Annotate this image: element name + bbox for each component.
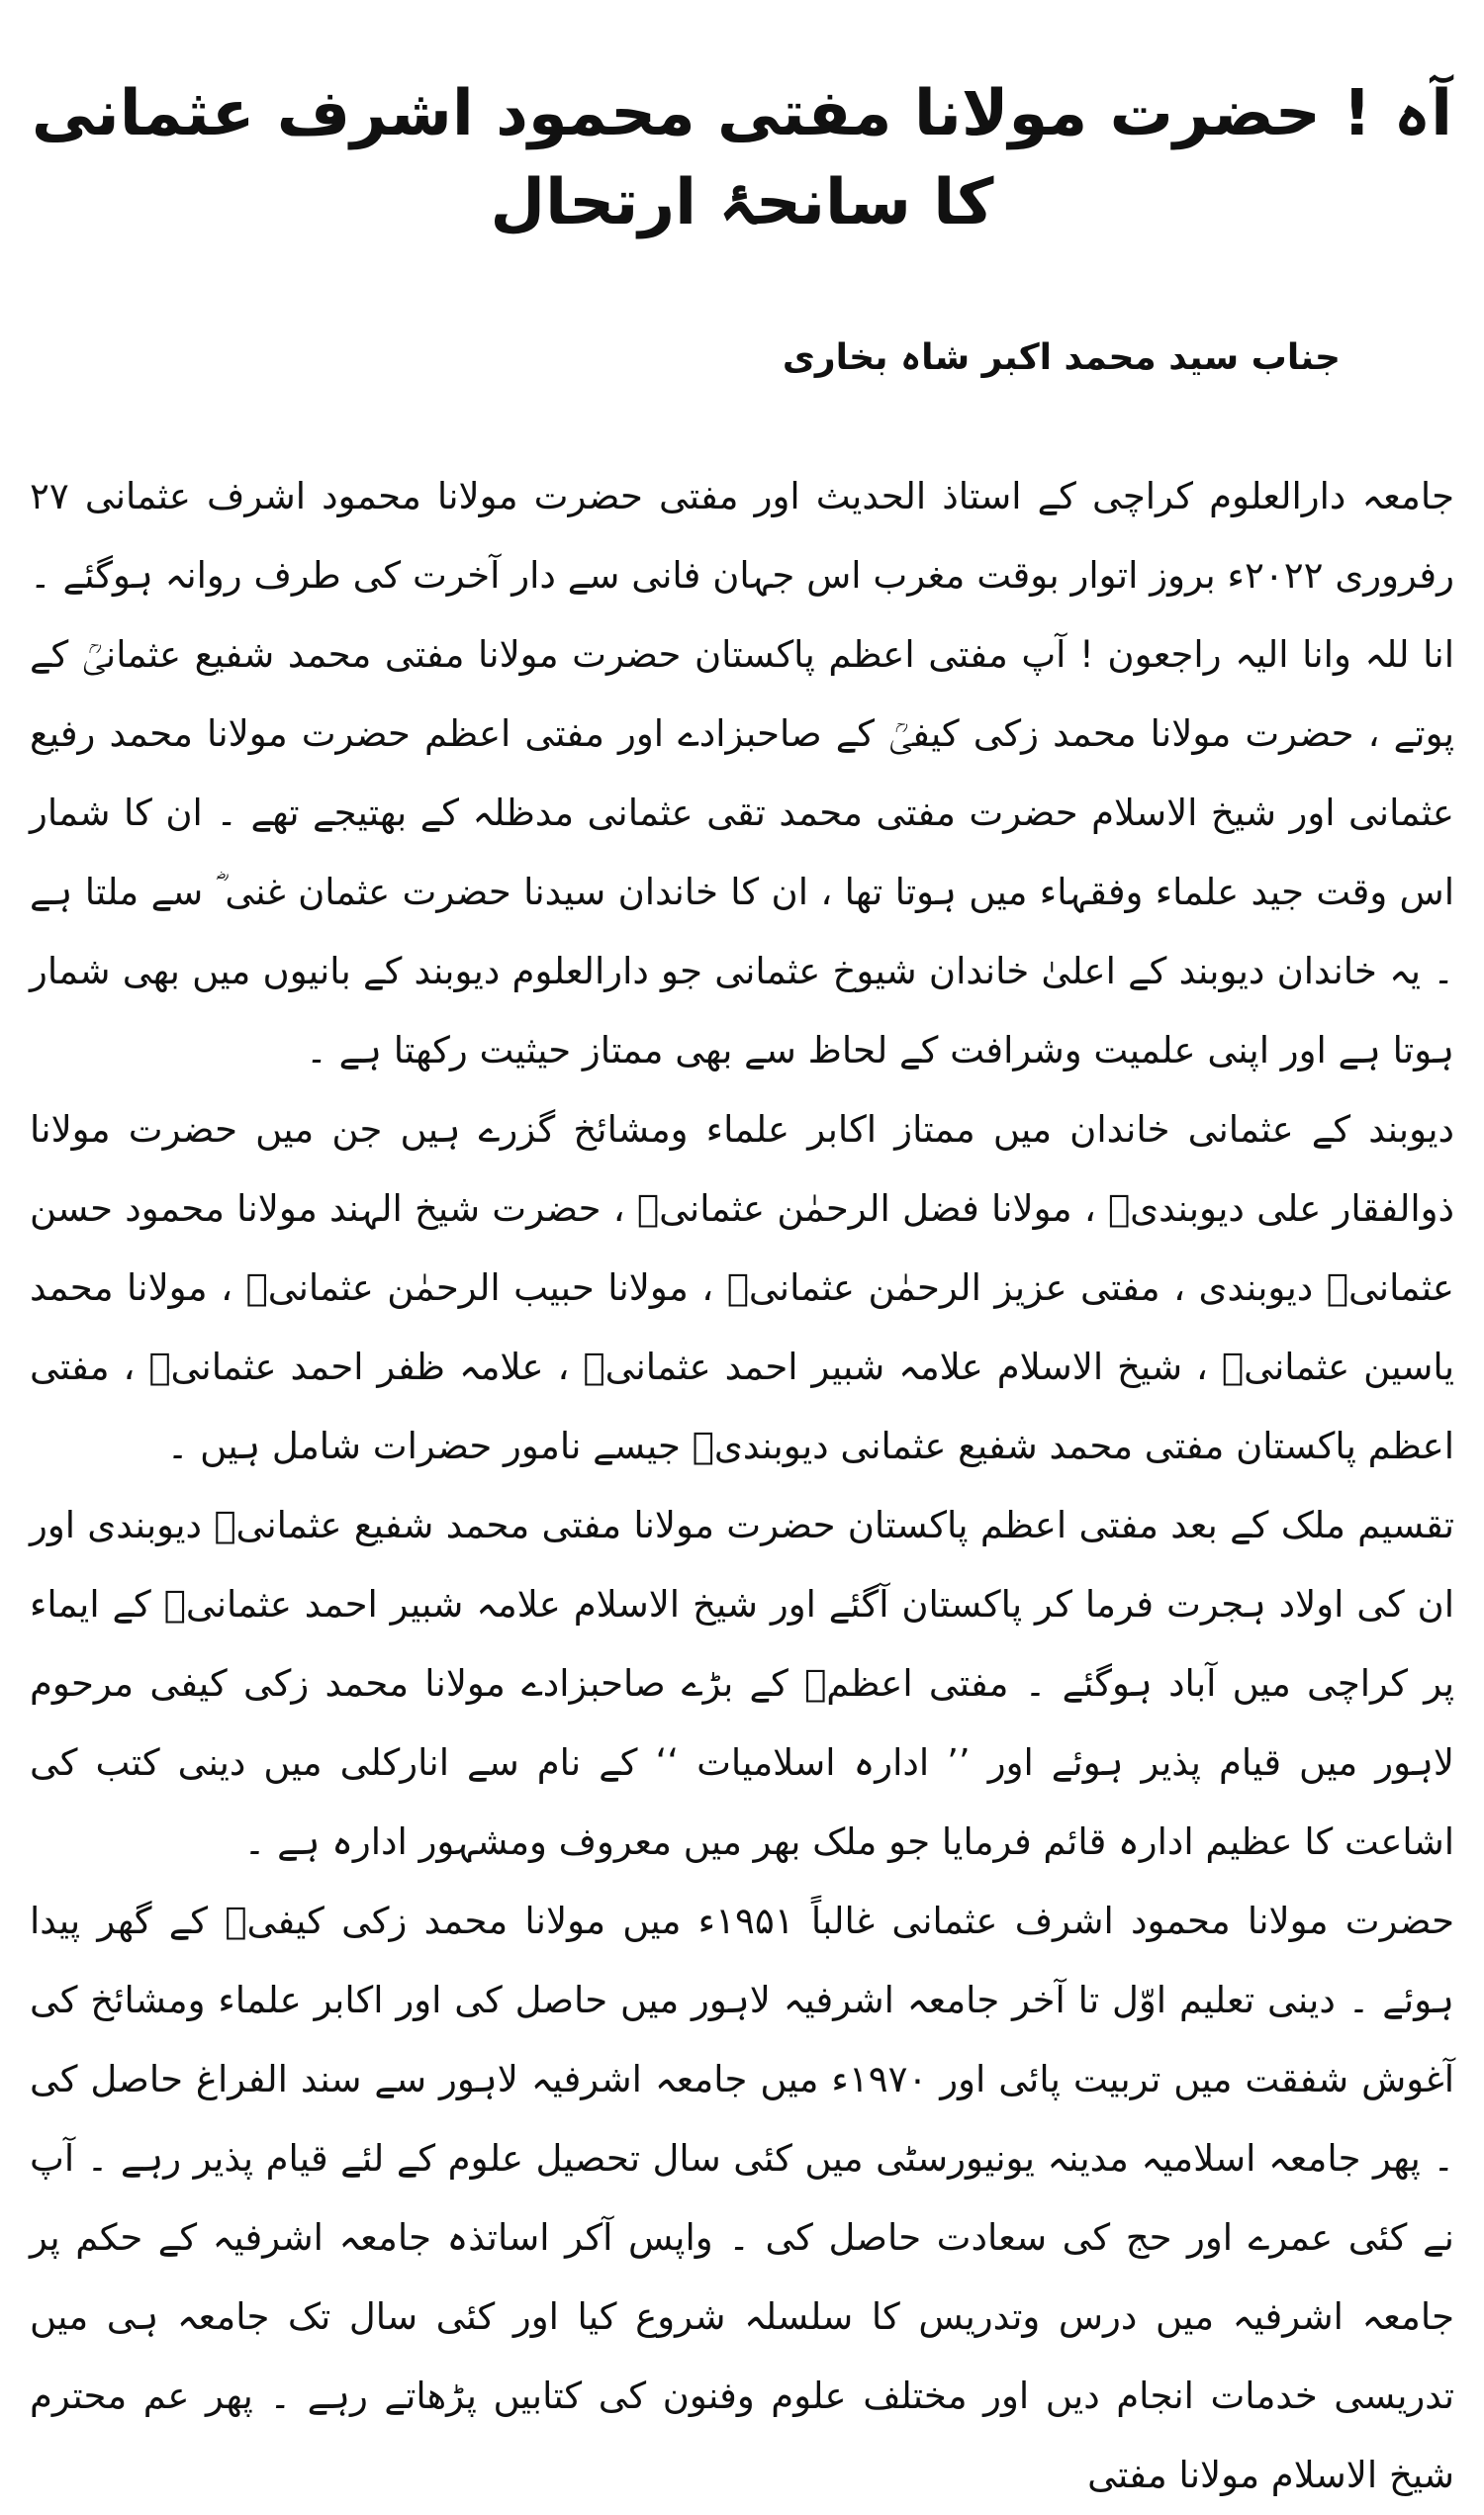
article-title: آہ ! حضرت مولانا مفتی محمود اشرف عثمانی کا سانحۂ ارتحال: [31, 77, 1453, 239]
paragraph-2: دیوبند کے عثمانی خاندان میں ممتاز اکابر علماء ومشائخ گزرے ہیں جن میں حضرت مولانا ذوالفقار علی دیوبندیؒ ، مولانا فضل الرحمٰن عثمانیؒ ، حضرت شیخ الہند مولانا محمود حسن عثمانیؒ دیوبندی ، مفتی عزیز الرحمٰن عثمانیؒ ، مولانا حبیب الرحمٰن عثمانیؒ ، مولانا محمد یاسین عثمانیؒ ، شیخ الاسلام علامہ شبیر احمد عثمانیؒ ، علامہ ظفر احمد عثمانیؒ ، مفتی اعظم پاکستان مفتی محمد شفیع عثمانی دیوبندیؒ جیسے نامور حضرات شامل ہیں ۔: [30, 1108, 1454, 1467]
paragraph-4: حضرت مولانا محمود اشرف عثمانی غالباً ۱۹۵۱ء میں مولانا محمد زکی کیفیؒ کے گھر پیدا ہوئے ۔ دینی تعلیم اوّل تا آخر جامعہ اشرفیہ لاہور میں حاصل کی اور اکابر علماء ومشائخ کی آغوش شفقت میں تربیت پائی اور ۱۹۷۰ء میں جامعہ اشرفیہ لاہور سے سند الفراغ حاصل کی ۔ پھر جامعہ اسلامیہ مدینہ یونیورسٹی میں کئی سال تحصیل علوم کے لئے قیام پذیر رہے ۔ آپ نے کئی عمرے اور حج کی سعادت حاصل کی ۔ واپس آکر اساتذہ جامعہ اشرفیہ کے حکم پر جامعہ اشرفیہ میں درس وتدریس کا سلسلہ شروع کیا اور کئی سال تک جامعہ ہی میں تدریسی خدمات انجام دیں اور مختلف علوم وفنون کی کتابیں پڑھاتے رہے ۔ پھر عم محترم شیخ الاسلام مولانا مفتی: [30, 1900, 1455, 2496]
article-body: [30, 457, 1454, 2515]
article-author: جناب سید محمد اکبر شاہ بخاری: [782, 337, 1341, 378]
paragraph-3: تقسیم ملک کے بعد مفتی اعظم پاکستان حضرت مولانا مفتی محمد شفیع عثمانیؒ دیوبندی اور ان کی اولاد ہجرت فرما کر پاکستان آگئے اور شیخ الاسلام علامہ شبیر احمد عثمانیؒ کے ایماء پر کراچی میں آباد ہوگئے ۔ مفتی اعظمؒ کے بڑے صاحبزادے مولانا محمد زکی کیفی مرحوم لاہور میں قیام پذیر ہوئے اور ’’ ادارہ اسلامیات ‘‘ کے نام سے انارکلی میں دینی کتب کی اشاعت کا عظیم ادارہ قائم فرمایا جو ملک بھر میں معروف ومشہور ادارہ ہے ۔: [30, 1504, 1454, 1863]
paragraph-1: جامعہ دارالعلوم کراچی کے استاذ الحدیث اور مفتی حضرت مولانا محمود اشرف عثمانی ۲۷ رفروری ۲۰۲۲ء بروز اتوار بوقت مغرب اس جہان فانی سے دار آخرت کی طرف روانہ ہوگئے ۔ انا للہ وانا الیہ راجعون ! آپ مفتی اعظم پاکستان حضرت مولانا مفتی محمد شفیع عثمانیؒ کے پوتے ، حضرت مولانا محمد زکی کیفیؒ کے صاحبزادے اور مفتی اعظم حضرت مولانا محمد رفیع عثمانی اور شیخ الاسلام حضرت مفتی محمد تقی عثمانی مدظلہ کے بھتیجے تھے ۔ ان کا شمار اس وقت جید علماء وفقہاء میں ہوتا تھا ، ان کا خاندان سیدنا حضرت عثمان غنی ؓ سے ملتا ہے ۔ یہ خاندان دیوبند کے اعلیٰ خاندان شیوخ عثمانی جو دارالعلوم دیوبند کے بانیوں میں بھی شمار ہوتا ہے اور اپنی علمیت وشرافت کے لحاظ سے بھی ممتاز حیثیت رکھتا ہے ۔: [30, 475, 1454, 1071]
